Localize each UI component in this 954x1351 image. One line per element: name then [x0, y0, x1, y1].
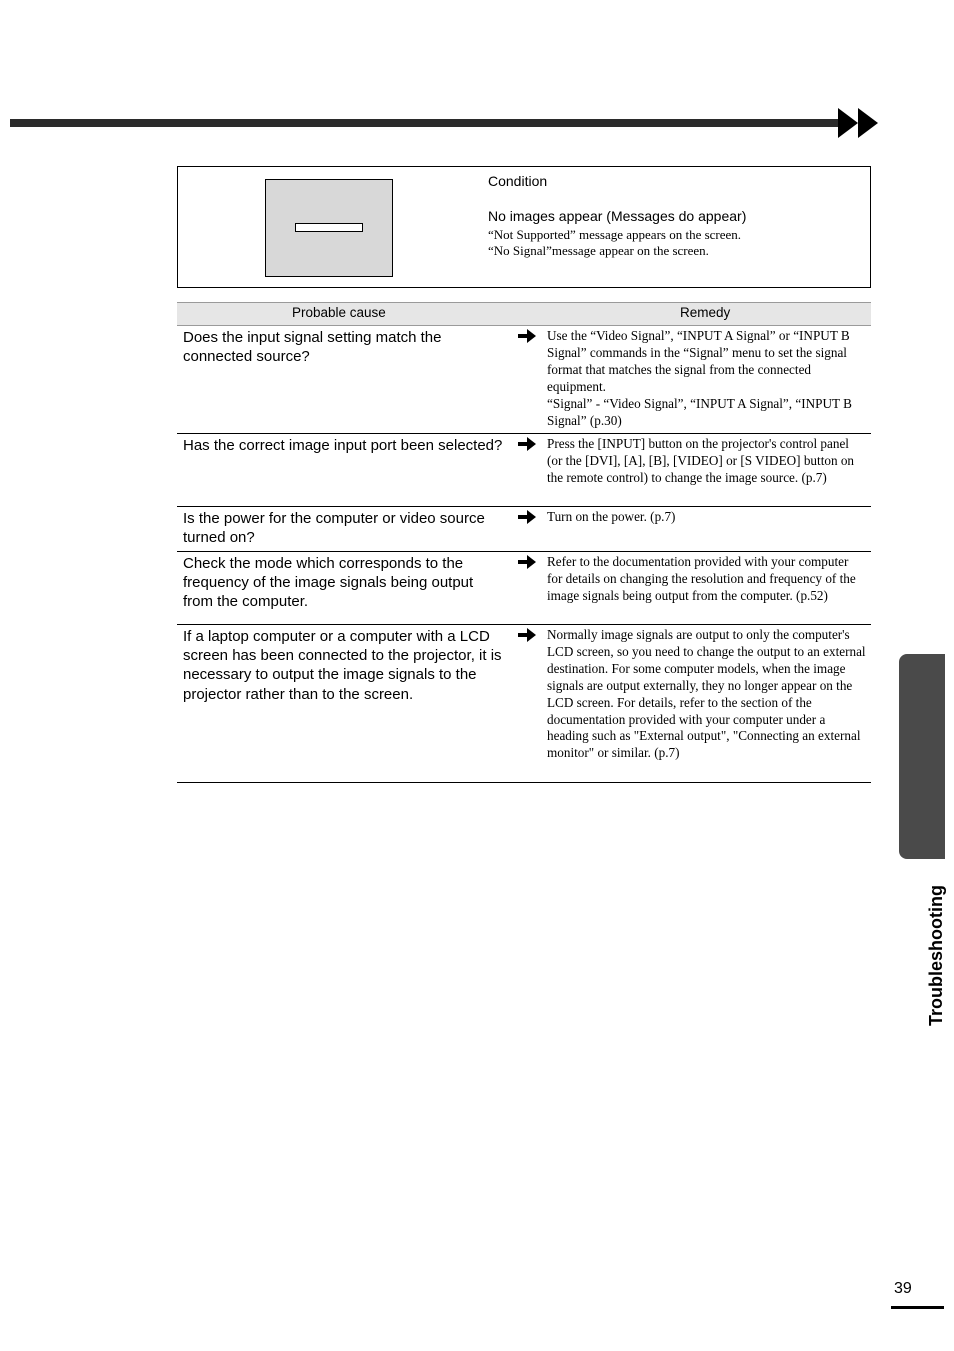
condition-detail: “No Signal”message appear on the screen. [488, 243, 709, 258]
section-tab [899, 654, 945, 859]
remedy-text: Press the [INPUT] button on the projector's control panel (or the [DVI], [A], [B], [VIDEO] or [S VIDEO] button on the remote control) to change the image source. (p.7) [547, 436, 855, 485]
header-probable-cause: Probable cause [292, 305, 386, 320]
projection-screen-illustration [265, 179, 393, 277]
cause-text: Does the input signal setting match the connected source? [183, 329, 442, 366]
cause-text: Is the power for the computer or video source turned on? [183, 510, 485, 547]
arrow-right-icon [517, 554, 537, 570]
condition-box [177, 166, 871, 288]
page-number-rule [891, 1306, 944, 1309]
arrow-right-icon [517, 627, 537, 643]
table-row [177, 552, 871, 625]
remedy-text: Normally image signals are output to only the computer's LCD screen, so you need to change the output to an external destination. For some computer models, when the image signals are output externally, they no longer appear on the LCD screen. For details, refer to the section of the documentation provided with your computer under a heading such as "External output", "Connecting an external monitor" or similar. (p.7) [547, 627, 866, 761]
double-arrow-right-icon [838, 108, 882, 138]
screen-message-bar [295, 223, 363, 232]
header-remedy: Remedy [680, 305, 731, 320]
page-number: 39 [894, 1280, 912, 1297]
arrow-right-icon [517, 328, 537, 344]
cause-text: If a laptop computer or a computer with a LCD screen has been connected to the projector, it is necessary to output the image signals to the projector rather than to the screen. [183, 628, 502, 703]
remedy-text: Turn on the power. (p.7) [547, 509, 676, 524]
table-row [177, 326, 871, 434]
table-row [177, 434, 871, 507]
condition-detail: “Not Supported” message appears on the screen. [488, 227, 742, 242]
header-rule [10, 119, 845, 127]
condition-title: No images appear (Messages do appear) [488, 208, 747, 224]
remedy-text: Refer to the documentation provided with your computer for details on changing the resolution and frequency of the image signals being output from the computer. (p.52) [547, 554, 856, 603]
condition-label: Condition [488, 173, 548, 189]
cause-text: Check the mode which corresponds to the frequency of the image signals being output from the computer. [183, 555, 474, 611]
cause-text: Has the correct image input port been selected? [183, 437, 503, 454]
table-row [177, 625, 871, 783]
remedy-text: Use the “Video Signal”, “INPUT A Signal” or “INPUT B Signal” commands in the “Signal” menu to set the signal format that matches the signal from the connected equipment. “Signal” - “Video Signal”, “INPUT A Signal”, “INPUT B Signal” (p.30) [547, 328, 852, 428]
section-label: Troubleshooting [926, 885, 946, 1026]
table-row [177, 507, 871, 552]
arrow-right-icon [517, 436, 537, 452]
troubleshooting-table [177, 302, 871, 783]
arrow-right-icon [517, 509, 537, 525]
table-header [177, 302, 871, 326]
